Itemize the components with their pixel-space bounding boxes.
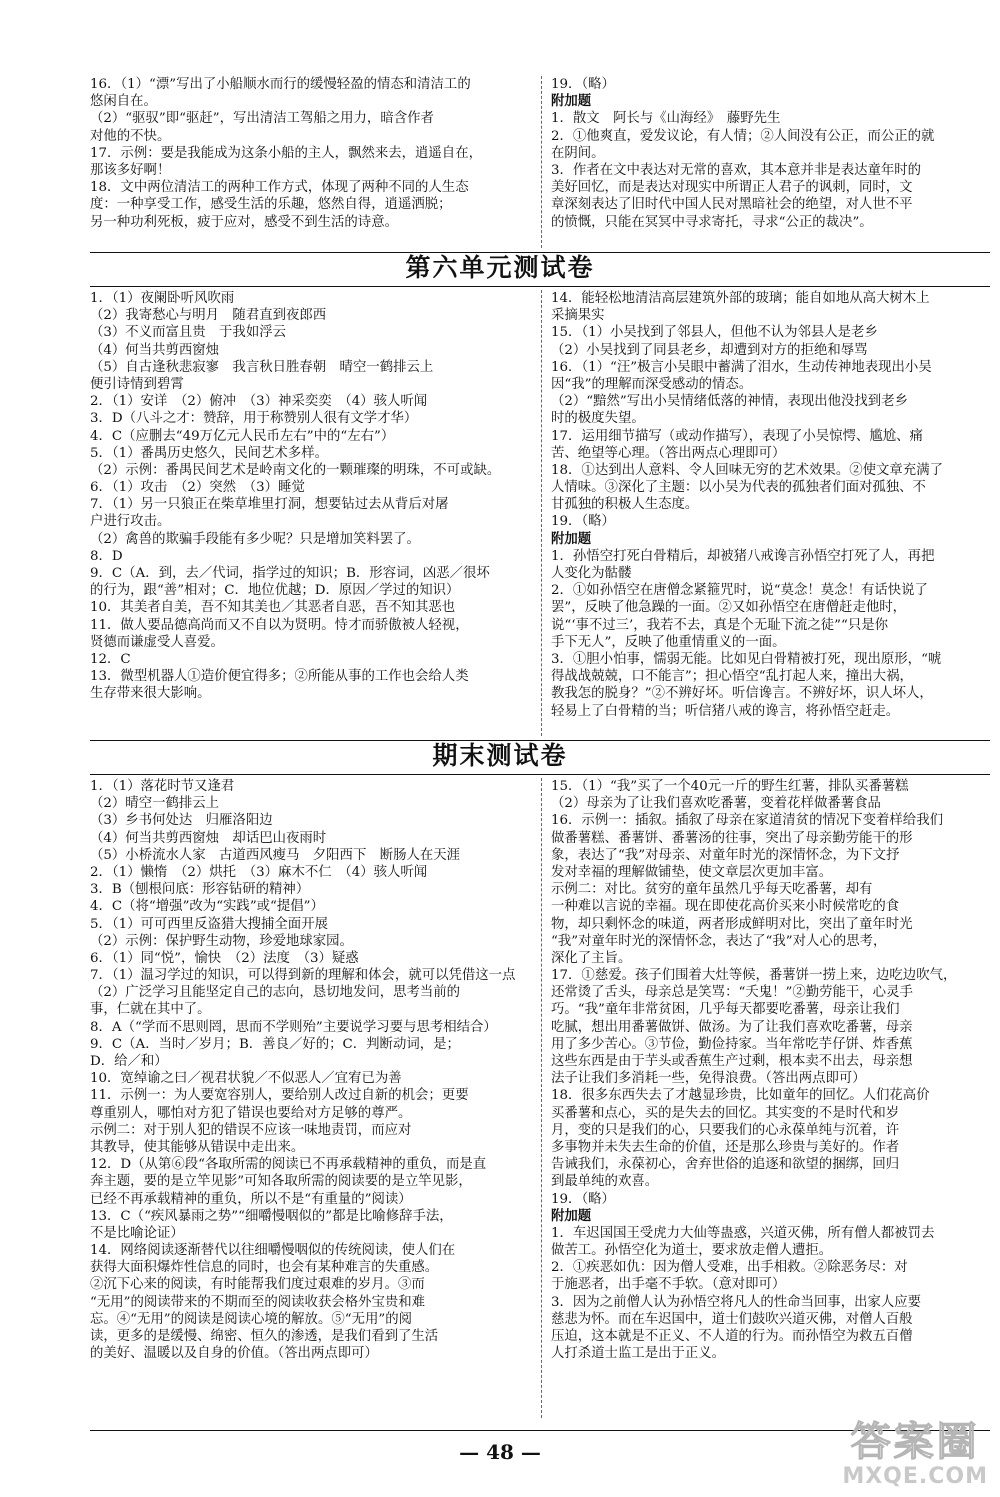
answer-line: 示例二：对比。贫穷的童年虽然几乎每天吃番薯，却有 (551, 882, 873, 898)
answer-line: 2．（1）安详 （2）俯冲 （3）神采奕奕 （4）骇人听闻 (90, 394, 428, 410)
answer-line: ②沉下心来的阅读，有时能帮我们度过艰难的岁月。③而 (90, 1277, 425, 1293)
answer-line: 3．B（刨根问底：形容钻研的精神） (90, 882, 310, 898)
answer-line: 获得大面积爆炸性信息的同时，也会有某种难言的失重感。 (90, 1260, 439, 1276)
section1-left-column (90, 76, 522, 231)
answer-line: 13．C（“疾风暴雨之势”“细嚼慢咽似的”都是比喻修辞手法， (90, 1208, 453, 1224)
section3-body-rule (90, 774, 990, 775)
answer-line: 美好回忆，而是表达对现实中所谓正人君子的讽刺，同时，文 (551, 180, 913, 196)
answer-line: 罢”，反映了他急躁的一面。②又如孙悟空在唐僧赶走他时， (551, 600, 906, 616)
answer-line: 忘。④“无用”的阅读是阅读心境的解放。⑤“无用”的阅 (90, 1311, 412, 1327)
answer-line: 5．（1）番禺历史悠久，民间艺术多样。 (90, 445, 328, 461)
answer-line: 因“我”的理解而深受感动的情态。 (551, 376, 753, 392)
answer-line: 巧。“我”童年非常贫困，几乎每天都要吃番薯，母亲让我们 (551, 1002, 900, 1018)
answer-line: 做苦工。孙悟空化为道士，要求放走僧人遭拒。 (551, 1243, 833, 1259)
section3-column-divider (541, 778, 542, 1418)
answer-line: 那该多好啊！ (90, 162, 171, 178)
answer-line: 人打杀道士监工是出于正义。 (551, 1346, 726, 1362)
answer-line: （4）何当共剪西窗烛 (90, 342, 220, 358)
answer-line: 2．①他爽直，爱发议论，有人情；②人间没有公正，而公正的就 (551, 128, 935, 144)
answer-line: （2）晴空一鹤排云上 (90, 796, 220, 812)
answer-line: 轻易上了白骨精的当；听信猪八戒的谗言，将孙悟空赶走。 (551, 703, 900, 719)
section2-body-rule (90, 286, 990, 287)
answer-line: 其教导，使其能够从错误中走出来。 (90, 1139, 305, 1155)
answer-line: 2．（1）懒惰 （2）烘托 （3）麻木不仁 （4）骇人听闻 (90, 864, 428, 880)
answer-line: 采摘果实 (551, 308, 605, 324)
page-number: — 48 — (459, 1440, 541, 1464)
answer-line: 时的极度失望。 (551, 411, 645, 427)
section3-title: 期末测试卷 (432, 741, 568, 770)
answer-line: 示例二：对于别人犯的错误不应该一味地责罚，而应对 (90, 1122, 412, 1138)
answer-line: 的愤慨，只能在冥冥中寻求寄托，寻求“公正的裁决”。 (551, 214, 873, 230)
answer-line: （5）自古逢秋悲寂寥 我言秋日胜春朝 晴空一鹤排云上 (90, 359, 434, 375)
answer-line: （2）示例：番禺民间艺术是岭南文化的一颗璀璨的明珠，不可或缺。 (90, 462, 501, 478)
answer-line: （3）乡书何处达 归雁洛阳边 (90, 813, 273, 829)
answer-line: 压迫，这本就是不正义、不人道的行为。而孙悟空为救五百僧 (551, 1329, 913, 1344)
answer-line: 奔主题，要的是立竿见影”可知各取所需的阅读要的是立竿见影， (90, 1174, 472, 1190)
answer-line: 手下无人”，反映了他重情重义的一面。 (551, 634, 786, 650)
answer-line: 6．（1）攻击 （2）突然 （3）睡觉 (90, 480, 305, 496)
answer-line: （2）母亲为了让我们喜欢吃番薯，变着花样做番薯食品 (551, 796, 881, 812)
answer-line: 10．其美者自美，吾不知其美也／其恶者自恶，吾不知其恶也 (90, 600, 456, 616)
answer-line: 户进行攻击。 (90, 514, 171, 530)
answer-line: 1．散文 阿长与《山海经》 藤野先生 (551, 111, 781, 127)
answer-line: 得战战兢兢，口不能言”；担心悟空“乱打起人来，撞出大祸， (551, 669, 913, 685)
answer-line: 7．（1）温习学过的知识，可以得到新的理解和体会，就可以凭借这一点 (90, 968, 516, 984)
answer-line: 3．作者在文中表达对无常的喜欢，其本意并非是表达童年时的 (551, 162, 922, 178)
answer-line: 14．网络阅读逐渐替代以往细嚼慢咽似的传统阅读，使人们在 (90, 1243, 456, 1259)
answer-line: 象，表达了“我”对母亲、对童年时光的深情怀念，为下文抒 (551, 847, 900, 863)
answer-line: 6．（1）同“悦”，愉快 （2）法度 （3）疑惑 (90, 950, 359, 966)
answer-line: （5）小桥流水人家 古道西风瘦马 夕阳西下 断肠人在天涯 (90, 847, 461, 863)
answer-line: 事，仁就在其中了。 (90, 1002, 211, 1018)
answer-line: 悠闲自在。 (90, 94, 157, 110)
answer-line: 4．C（将“增强”改为“实践”或“提倡”） (90, 899, 324, 915)
answer-line: 对他的不快。 (90, 128, 171, 144)
answer-line: （4）何当共剪西窗烛 却话巴山夜雨时 (90, 830, 327, 846)
answer-line: “我”对童年时光的深情怀念，表达了“我”对人心的思考， (551, 933, 887, 949)
answer-line: 已经不再承载精神的重负，所以不是“有重量的”阅读） (90, 1191, 412, 1207)
answer-line: 章深刻表达了旧时代中国人民对黑暗社会的绝望，对人世不平 (551, 197, 913, 213)
answer-line: 18．很多东西失去了才越显珍贵，比如童年的回忆。人们花高价 (551, 1088, 930, 1104)
answer-line: 教我怎的脱身？”②不辨好坏。听信谗言。不辨好坏，识人坏人， (551, 686, 933, 702)
answer-line: 18．①达到出人意料、令人回味无穷的艺术效果。②使文章充满了 (551, 462, 943, 478)
answer-line: 度：一种享受工作，感受生活的乐趣，悠然自得，逍遥洒脱； (90, 197, 452, 213)
answer-line: 11．做人要品德高尚而又不自以为贤明。恃才而骄傲被人轻视， (90, 617, 469, 633)
answer-line: “无用”的阅读带来的不期而至的阅读收获会格外宝贵和难 (90, 1294, 426, 1310)
section1-column-divider (541, 76, 542, 248)
answer-line: （2）小吴找到了同县老乡，却遭到对方的拒绝和辱骂 (551, 342, 868, 358)
answer-line: 苦、绝望等心理。（答出两点心理即可） (551, 445, 786, 461)
answer-line: （2）示例：保护野生动物，珍爱地球家园。 (90, 933, 353, 949)
watermark-logo (842, 1420, 988, 1489)
answer-line: 告诫我们，永葆初心，舍弃世俗的追逐和欲望的捆绑，回归 (551, 1157, 900, 1173)
section1-right-column (551, 76, 991, 231)
answer-line: 16．示例一：插叙。插叙了母亲在家道清贫的情况下变着样给我们 (551, 813, 943, 829)
answer-line: （2）“黯然”写出小吴情绪低落的神情，表现出他没找到老乡 (551, 394, 908, 410)
answer-line: 用了多少苦心。③节俭，勤俭持家。当年常吃芋仔饼、炸香蕉 (551, 1036, 913, 1052)
answer-line: 深化了主旨。 (551, 950, 632, 966)
answer-line: （2）广泛学习且能坚定自己的志向，恳切地发问，思考当前的 (90, 985, 461, 1001)
answer-line: 17．①慈爱。孩子们围着大灶等候，番薯饼一捞上来，边吃边吹气， (551, 968, 957, 984)
answer-line: 另一种功利死板，疲于应对，感受不到生活的诗意。 (90, 214, 398, 230)
answer-line: 10．宽绰谕之曰／视君状貌／不似恶人／宜宥已为善 (90, 1071, 402, 1087)
section3-right-column (551, 778, 991, 1362)
answer-line: 1．（1）夜阑卧听风吹雨 (90, 291, 235, 306)
answer-line: 物，却只剩怀念的味道，两者形成鲜明对比，突出了童年时光 (551, 916, 913, 932)
answer-line: 13．微型机器人①造价便宜得多；②所能从事的工作也会给人类 (90, 669, 469, 685)
section3-left-column (90, 778, 522, 1362)
answer-line: 月，变的只是我们的心，只要我们的心永葆单纯与沉着，许 (551, 1122, 900, 1138)
answer-line: 一种难以言说的幸福。现在即使花高价买来小时候常吃的食 (551, 899, 900, 915)
section2-title: 第六单元测试卷 (405, 253, 595, 282)
answer-line: 3．①胆小怕事，懦弱无能。比如见白骨精被打死，现出原形，“唬 (551, 651, 942, 667)
answer-line: 做番薯糕、番薯饼、番薯汤的往事，突出了母亲勤劳能干的形 (551, 830, 913, 846)
answer-line: 这些东西是由于芋头或香蕉生产过剩，根本卖不出去，母亲想 (551, 1054, 913, 1069)
answer-line: 尊重别人，哪怕对方犯了错误也要给对方足够的尊严。 (90, 1105, 412, 1121)
answer-line: 于施恶者，出手毫不手软。（意对即可） (551, 1277, 786, 1293)
section2-left-column (90, 290, 522, 703)
answer-line: 2．①如孙悟空在唐僧念紧箍咒时，说“莫念！莫念！有话快说了 (551, 583, 928, 599)
answer-line: 11．示例一：为人要宽容别人，要给别人改过自新的机会；更要 (90, 1088, 469, 1104)
answer-line: 附加题 (551, 93, 592, 110)
answer-line: 17．运用细节描写（或动作描写），表现了小吴惊愕、尴尬、痛 (551, 428, 923, 444)
answer-line: 在阴间。 (551, 145, 605, 161)
answer-line: 的美好、温暖以及自身的价值。（答出两点即可） (90, 1346, 378, 1362)
answer-line: 还常烫了舌头，母亲总是笑骂：“夭鬼！”②勤劳能干，心灵手 (551, 985, 913, 1001)
answer-line: 8．A（“学而不思则罔，思而不学则殆”主要说学习要与思考相结合） (90, 1019, 497, 1035)
answer-line: 3．因为之前僧人认为孙悟空将凡人的性命当回事，出家人应要 (551, 1294, 922, 1310)
answer-line: 发对幸福的理解做铺垫，使文章层次更加丰富。 (551, 864, 833, 880)
answer-line: 8．D (90, 548, 123, 564)
answer-line: 到最单纯的欢喜。 (551, 1174, 659, 1190)
watermark-url: MXQE.COM (842, 1464, 988, 1489)
section2-column-divider (541, 290, 542, 736)
answer-line: 不是比喻论证） (90, 1225, 184, 1241)
answer-line: 说“‘事不过三’，我若不去，真是个无耻下流之徒”“只是你 (551, 617, 889, 633)
answer-line: 1．孙悟空打死白骨精后，却被猪八戒谗言孙悟空打死了人，再把 (551, 548, 935, 564)
answer-line: 1．车迟国国王受虎力大仙等蛊惑，兴道灭佛，所有僧人都被罚去 (551, 1225, 935, 1241)
answer-line: 3．D（八斗之才：赞辞，用于称赞别人很有文学才华） (90, 411, 418, 427)
answer-line: 15．（1）小吴找到了邻县人，但他不认为邻县人是老乡 (551, 325, 878, 341)
answer-line: 贤德而谦虚受人喜爱。 (90, 634, 224, 650)
answer-line: 读，更多的是缓慢、绵密、恒久的渗透，是我们看到了生活 (90, 1329, 439, 1344)
answer-line: （3）不义而富且贵 于我如浮云 (90, 325, 286, 341)
answer-line: 买番薯和点心，买的是失去的回忆。其实变的不是时代和岁 (551, 1105, 900, 1121)
answer-line: 17．示例：要是我能成为这条小船的主人，飘然来去，逍遥自在， (90, 145, 482, 161)
answer-line: 法子让我们多消耗一些，免得浪费。（答出两点即可） (551, 1071, 866, 1087)
answer-line: 14．能轻松地清洁高层建筑外部的玻璃；能自如地从高大树木上 (551, 291, 930, 306)
answer-line: 18．文中两位清洁工的两种工作方式，体现了两种不同的人生态 (90, 180, 469, 196)
answer-line: 7．（1）另一只狼正在柴草堆里打洞，想要钻过去从背后对屠 (90, 497, 449, 513)
answer-line: 2．①疾恶如仇：因为僧人受难，出手相救。②除恶务尽：对 (551, 1260, 908, 1276)
answer-line: 4．C（应删去“49万亿元人民币左右”中的“左右”） (90, 428, 395, 444)
answer-line: 吃腻，想出用番薯做饼、做汤。为了让我们喜欢吃番薯，母亲 (551, 1019, 913, 1035)
answer-line: 15．（1）“我”买了一个40元一斤的野生红薯，排队买番薯糕 (551, 779, 909, 794)
answer-line: 附加题 (551, 530, 592, 547)
answer-line: 16．（1）“汪”极言小吴眼中蓄满了泪水，生动传神地表现出小吴 (551, 359, 932, 375)
answer-line: 多事物并未失去生命的价值，还是那么珍贵与美好的。作者 (551, 1139, 900, 1155)
answer-line: 5．（1）可可西里反盗猎大搜捕全面开展 (90, 916, 328, 932)
answer-line: 便引诗情到碧霄 (90, 376, 184, 392)
answer-line: 的行为，跟“善”相对；C．地位优越；D．原因／学过的知识） (90, 583, 460, 599)
answer-line: 19．（略） (551, 77, 615, 92)
answer-line: （2）禽兽的欺骗手段能有多少呢？只是增加笑料罢了。 (90, 531, 420, 547)
answer-line: 慈悲为怀。而在车迟国中，道士们鼓吹兴道灭佛，对僧人百般 (551, 1311, 913, 1327)
answer-line: D．给／和） (90, 1054, 168, 1069)
answer-line: 人变化为骷髅 (551, 566, 632, 581)
answer-line: （2）我寄愁心与明月 随君直到夜郎西 (90, 308, 327, 324)
answer-line: 1．（1）落花时节又逢君 (90, 779, 235, 794)
answer-line: （2）“驱驭”即“驱赶”，写出清洁工驾船之用力，暗含作者 (90, 111, 434, 127)
answer-line: 人情味。③深化了主题：以小吴为代表的孤独者们面对孤独、不 (551, 480, 926, 496)
answer-line: 9．C（A．当时／岁月；B．善良／好的；C．判断动词，是； (90, 1036, 460, 1052)
section2-right-column (551, 290, 991, 720)
answer-line: 16．（1）“漂”写出了小船顺水而行的缓慢轻盈的情态和清洁工的 (90, 77, 471, 92)
answer-line: 甘孤独的积极人生态度。 (551, 497, 699, 513)
answer-line: 19．（略） (551, 514, 615, 530)
watermark-logo-text: 答案圈 (850, 1419, 980, 1465)
answer-line: 9．C（A．到，去／代词，指学过的知识；B．形容词，凶恶／很坏 (90, 566, 490, 581)
answer-line: 12．C (90, 651, 131, 667)
answer-line: 附加题 (551, 1207, 592, 1224)
answer-line: 19．（略） (551, 1191, 615, 1207)
answer-line: 12．D（从第⑥段“各取所需的阅读已不再承载精神的重负，而是直 (90, 1157, 487, 1173)
answer-line: 生存带来很大影响。 (90, 686, 211, 702)
